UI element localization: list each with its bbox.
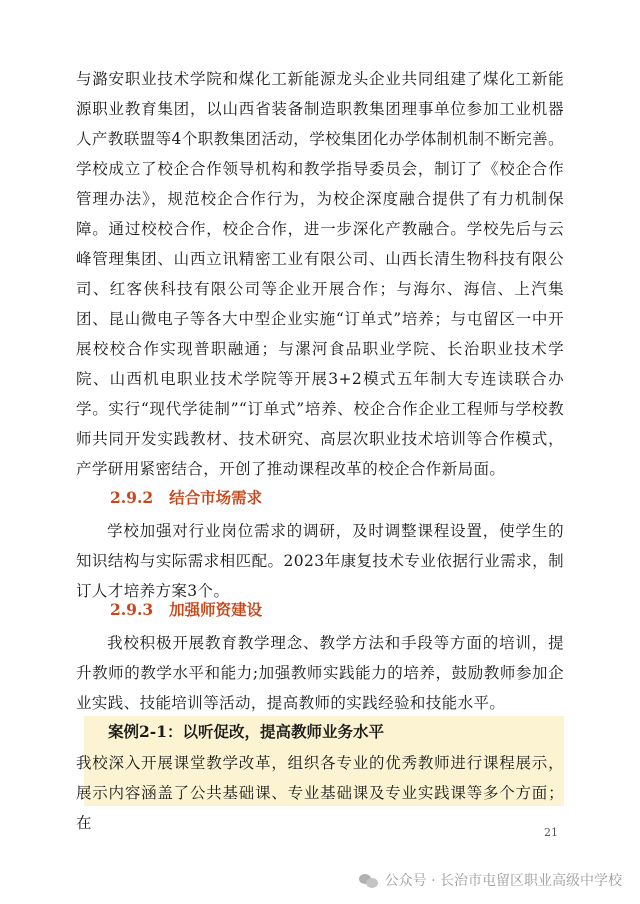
case-title: 案例2-1：以听促改，提高教师业务水平 bbox=[108, 722, 385, 741]
section-heading-2-9-3 bbox=[110, 598, 262, 620]
section-number: 2.9.3 bbox=[110, 600, 154, 619]
paragraph-teacher-training: 我校积极开展教育教学理念、教学方法和手段等方面的培训，提升教师的教学水平和能力;加强教师实践能力的培养，鼓励教师参加企业实践、技能培训等活动，提高教师的实践经验和技能水平。 bbox=[76, 634, 564, 712]
footer-source-text: 公众号 · 长治市屯留区职业高级中学校 bbox=[384, 873, 622, 889]
section-number: 2.9.2 bbox=[110, 488, 154, 507]
section-heading-2-9-2 bbox=[110, 486, 262, 508]
section-title: 结合市场需求 bbox=[169, 488, 263, 507]
page-number: 21 bbox=[544, 826, 558, 839]
footer-source bbox=[359, 870, 622, 890]
paragraph-market-demand: 学校加强对行业岗位需求的调研，及时调整课程设置，使学生的知识结构与实际需求相匹配。2023年康复技术专业依据行业需求，制订人才培养方案3个。 bbox=[76, 522, 564, 600]
section-title: 加强师资建设 bbox=[169, 600, 263, 619]
wechat-icon bbox=[359, 872, 379, 888]
paragraph-intro: 与潞安职业技术学院和煤化工新能源龙头企业共同组建了煤化工新能源职业教育集团，以山西省装备制造职教集团理事单位参加工业机器人产教联盟等4个职教集团活动，学校集团化办学体制机制不断完善。学校成立了校企合作领导机构和教学指导委员会，制订了《校企合作管理办法》，规范校企合作行为，为校企深度融合提供了有力机制保障。通过校校合作，校企合作，进一步深化产教融合。学校先后与云峰管理集团、山西立讯精密工业有限公司、山西长清生物科技有限公司、红客侠科技有限公司等企业开展合作；与海尔、海信、上汽集团、昆山微电子等各大中型企业实施“订单式”培养；与屯留区一中开展校校合作实现普职融通；与漯河食品职业学院、长治职业技术学院、山西机电职业技术学院等开展3+2模式五年制大专连读联合办学。实行“现代学徒制”“订单式”培养、校企合作企业工程师与学校教师共同开发实践教材、技术研究、高层次职业技术培训等合作模式，产学研用紧密结合，开创了推动课程改革的校企合作新局面。 bbox=[76, 70, 564, 478]
case-body: 我校深入开展课堂教学改革，组织各专业的优秀教师进行课程展示，展示内容涵盖了公共基础课、专业基础课及专业实践课等多个方面；在 bbox=[76, 754, 564, 832]
